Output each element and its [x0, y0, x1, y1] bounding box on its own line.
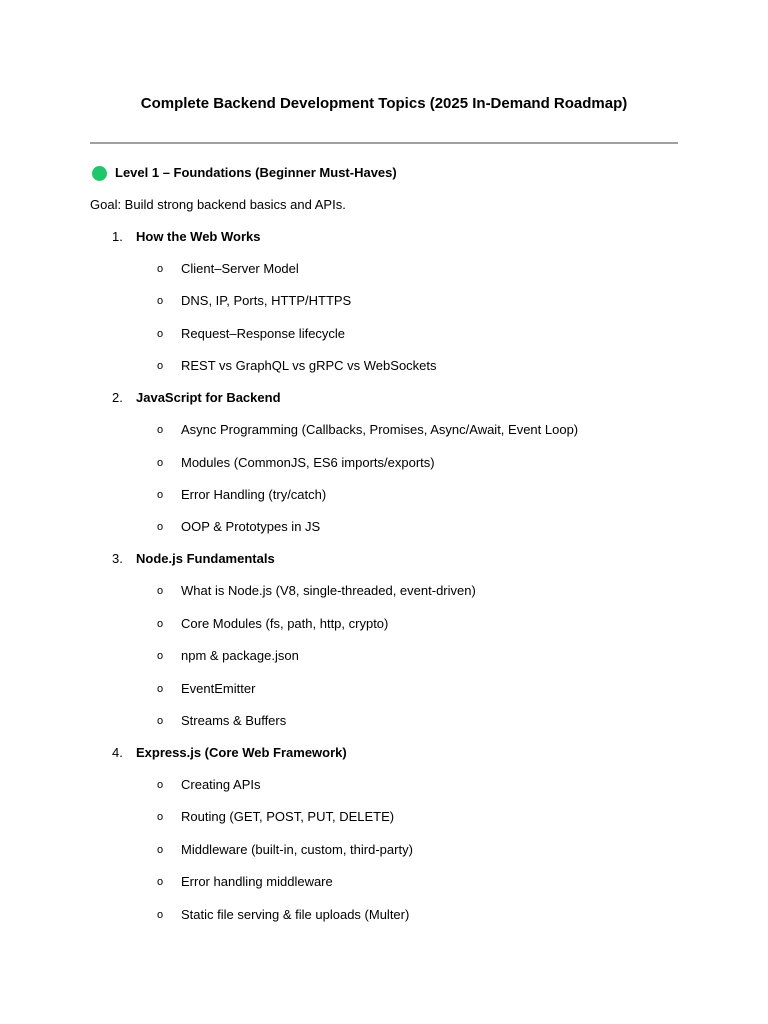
hollow-bullet-icon: o	[157, 876, 164, 888]
list-item-text: Core Modules (fs, path, http, crypto)	[181, 616, 389, 631]
hollow-bullet-icon: o	[157, 424, 164, 436]
topic-title: Express.js (Core Web Framework)	[136, 745, 347, 760]
goal-text: Goal: Build strong backend basics and APIs.	[90, 197, 346, 212]
list-item-text: Routing (GET, POST, PUT, DELETE)	[181, 809, 395, 824]
hollow-bullet-icon: o	[157, 360, 164, 372]
list-item-text: Request–Response lifecycle	[181, 326, 346, 341]
hollow-bullet-icon: o	[157, 489, 164, 501]
list-item	[157, 873, 333, 891]
list-item	[157, 647, 299, 665]
hollow-bullet-icon: o	[157, 457, 164, 469]
hollow-bullet-icon: o	[157, 263, 164, 275]
hollow-bullet-icon: o	[157, 811, 164, 823]
list-item	[157, 486, 326, 504]
list-item	[157, 260, 299, 278]
topic-title: How the Web Works	[136, 229, 261, 244]
list-item-text: Streams & Buffers	[181, 713, 287, 728]
list-item-text: Middleware (built-in, custom, third-party)	[181, 842, 413, 857]
topic-number: 2.	[112, 390, 123, 405]
topic-title: Node.js Fundamentals	[136, 551, 275, 566]
level-heading-text: Level 1 – Foundations (Beginner Must-Haves)	[115, 165, 397, 180]
topic-number: 3.	[112, 551, 123, 566]
topic-title: JavaScript for Backend	[136, 390, 281, 405]
level-heading	[92, 164, 397, 182]
list-item-text: DNS, IP, Ports, HTTP/HTTPS	[181, 293, 352, 308]
list-item	[157, 357, 437, 375]
list-item	[157, 518, 320, 536]
document-title: Complete Backend Development Topics (2025 In-Demand Roadmap)	[140, 95, 628, 112]
green-circle-icon	[92, 166, 107, 181]
list-item-text: Client–Server Model	[181, 261, 299, 276]
list-item	[157, 808, 394, 826]
hollow-bullet-icon: o	[157, 618, 164, 630]
list-item-text: Creating APIs	[181, 777, 261, 792]
hollow-bullet-icon: o	[157, 844, 164, 856]
list-item	[157, 712, 286, 730]
hollow-bullet-icon: o	[157, 521, 164, 533]
list-item	[157, 454, 435, 472]
hollow-bullet-icon: o	[157, 295, 164, 307]
horizontal-rule	[90, 142, 678, 144]
list-item	[157, 680, 255, 698]
list-item-text: What is Node.js (V8, single-threaded, event-driven)	[181, 583, 476, 598]
list-item-text: OOP & Prototypes in JS	[181, 519, 321, 534]
topic-heading	[112, 389, 281, 407]
hollow-bullet-icon: o	[157, 715, 164, 727]
hollow-bullet-icon: o	[157, 779, 164, 791]
list-item-text: EventEmitter	[181, 681, 256, 696]
list-item	[157, 292, 351, 310]
list-item-text: Modules (CommonJS, ES6 imports/exports)	[181, 455, 435, 470]
list-item-text: REST vs GraphQL vs gRPC vs WebSockets	[181, 358, 437, 373]
topic-number: 4.	[112, 745, 123, 760]
list-item-text: Error handling middleware	[181, 874, 333, 889]
list-item	[157, 615, 388, 633]
list-item-text: Error Handling (try/catch)	[181, 487, 327, 502]
list-item	[157, 841, 413, 859]
hollow-bullet-icon: o	[157, 650, 164, 662]
topic-heading	[112, 228, 260, 246]
list-item	[157, 582, 476, 600]
list-item	[157, 421, 578, 439]
list-item-text: npm & package.json	[181, 648, 299, 663]
topic-heading	[112, 550, 275, 568]
hollow-bullet-icon: o	[157, 328, 164, 340]
hollow-bullet-icon: o	[157, 585, 164, 597]
hollow-bullet-icon: o	[157, 909, 164, 921]
topic-heading	[112, 744, 347, 762]
list-item	[157, 776, 261, 794]
list-item-text: Static file serving & file uploads (Multer)	[181, 907, 410, 922]
list-item-text: Async Programming (Callbacks, Promises, Async/Await, Event Loop)	[181, 422, 579, 437]
topic-number: 1.	[112, 229, 123, 244]
list-item	[157, 906, 409, 924]
list-item	[157, 325, 345, 343]
hollow-bullet-icon: o	[157, 683, 164, 695]
